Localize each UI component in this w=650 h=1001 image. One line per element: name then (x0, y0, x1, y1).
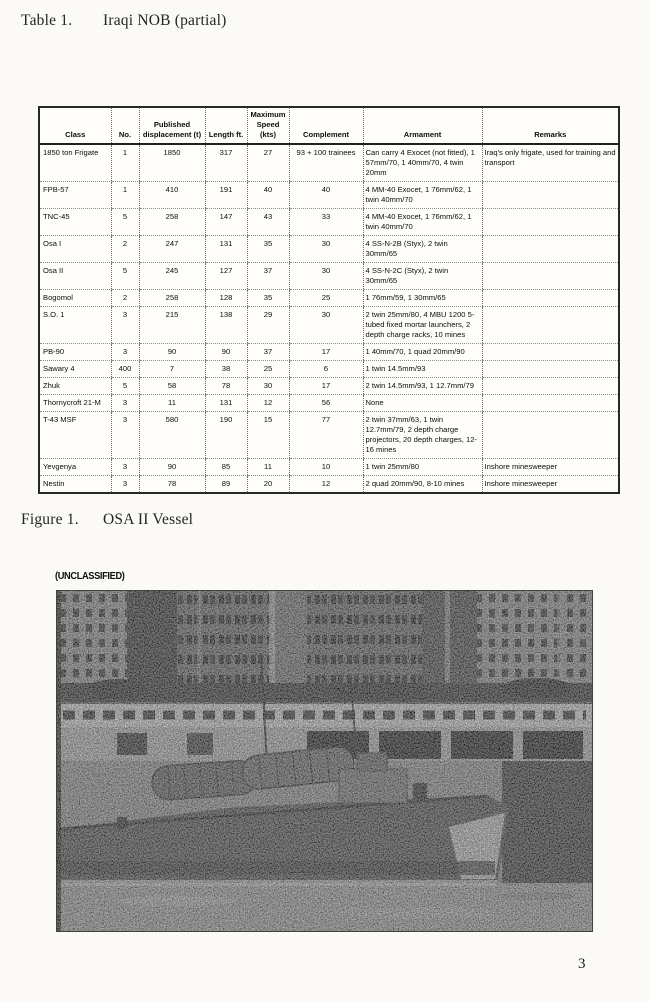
cell-no: 3 (111, 459, 139, 476)
cell-class: Bogomol (39, 290, 111, 307)
cell-armament: 1 76mm/59, 1 30mm/65 (363, 290, 482, 307)
cell-armament: 4 MM-40 Exocet, 1 76mm/62, 1 twin 40mm/70 (363, 182, 482, 209)
cell-armament: Can carry 4 Exocet (not fitted), 1 57mm/70, 1 40mm/70, 4 twin 20mm (363, 144, 482, 182)
cell-length: 128 (205, 290, 247, 307)
cell-displacement: 247 (139, 236, 205, 263)
figure-caption-label: Figure 1. (21, 511, 79, 528)
cell-remarks (482, 361, 619, 378)
cell-armament: 1 twin 14.5mm/93 (363, 361, 482, 378)
cell-complement: 30 (289, 236, 363, 263)
cell-length: 317 (205, 144, 247, 182)
table-caption-label: Table 1. (21, 12, 73, 29)
cell-speed: 37 (247, 263, 289, 290)
cell-length: 38 (205, 361, 247, 378)
column-header: Length ft. (205, 107, 247, 144)
cell-displacement: 7 (139, 361, 205, 378)
cell-displacement: 90 (139, 459, 205, 476)
cell-class: PB-90 (39, 344, 111, 361)
cell-class: Osa II (39, 263, 111, 290)
classification-label: (UNCLASSIFIED) (55, 570, 125, 582)
cell-complement: 93 + 100 trainees (289, 144, 363, 182)
column-header: Maximum Speed (kts) (247, 107, 289, 144)
table-header (39, 107, 619, 144)
cell-armament: 4 MM-40 Exocet, 1 76mm/62, 1 twin 40mm/70 (363, 209, 482, 236)
cell-speed: 15 (247, 412, 289, 459)
cell-no: 2 (111, 290, 139, 307)
cell-armament: 1 twin 25mm/80 (363, 459, 482, 476)
cell-no: 3 (111, 344, 139, 361)
cell-displacement: 215 (139, 307, 205, 344)
table-row (39, 395, 619, 412)
cell-speed: 12 (247, 395, 289, 412)
table-row (39, 236, 619, 263)
cell-class: S.O. 1 (39, 307, 111, 344)
cell-complement: 6 (289, 361, 363, 378)
cell-remarks (482, 395, 619, 412)
cell-length: 89 (205, 476, 247, 494)
cell-no: 3 (111, 412, 139, 459)
table-row (39, 361, 619, 378)
cell-armament: 2 twin 25mm/80, 4 MBU 1200 5-tubed fixed mortar launchers, 2 depth charge racks, 10 mines (363, 307, 482, 344)
table-row (39, 378, 619, 395)
cell-complement: 17 (289, 378, 363, 395)
cell-remarks (482, 344, 619, 361)
cell-armament: 2 quad 20mm/90, 8-10 mines (363, 476, 482, 494)
cell-displacement: 1850 (139, 144, 205, 182)
cell-complement: 40 (289, 182, 363, 209)
cell-remarks (482, 307, 619, 344)
iraqi-nob-table (38, 106, 620, 494)
cell-complement: 77 (289, 412, 363, 459)
cell-no: 400 (111, 361, 139, 378)
cell-speed: 35 (247, 290, 289, 307)
table-row (39, 344, 619, 361)
cell-remarks (482, 378, 619, 395)
cell-armament: 1 40mm/70, 1 quad 20mm/90 (363, 344, 482, 361)
cell-speed: 29 (247, 307, 289, 344)
cell-length: 147 (205, 209, 247, 236)
cell-displacement: 58 (139, 378, 205, 395)
page-number: 3 (578, 956, 586, 972)
cell-speed: 25 (247, 361, 289, 378)
table-row (39, 209, 619, 236)
cell-class: T-43 MSF (39, 412, 111, 459)
cell-complement: 10 (289, 459, 363, 476)
column-header: Class (39, 107, 111, 144)
cell-no: 3 (111, 307, 139, 344)
cell-no: 1 (111, 182, 139, 209)
table-row (39, 182, 619, 209)
cell-complement: 56 (289, 395, 363, 412)
cell-class: Osa I (39, 236, 111, 263)
table-row (39, 459, 619, 476)
table-row (39, 412, 619, 459)
column-header: Complement (289, 107, 363, 144)
cell-complement: 25 (289, 290, 363, 307)
cell-class: FPB-57 (39, 182, 111, 209)
column-header: Armament (363, 107, 482, 144)
cell-speed: 43 (247, 209, 289, 236)
cell-remarks: Inshore minesweeper (482, 476, 619, 494)
cell-length: 127 (205, 263, 247, 290)
cell-remarks (482, 209, 619, 236)
cell-remarks (482, 182, 619, 209)
cell-class: Sawary 4 (39, 361, 111, 378)
table-row (39, 263, 619, 290)
cell-armament: 4 SS-N-2C (Styx), 2 twin 30mm/65 (363, 263, 482, 290)
cell-no: 3 (111, 395, 139, 412)
cell-complement: 12 (289, 476, 363, 494)
cell-complement: 30 (289, 307, 363, 344)
grain-overlay (57, 591, 592, 931)
cell-displacement: 258 (139, 209, 205, 236)
cell-length: 131 (205, 236, 247, 263)
cell-no: 2 (111, 236, 139, 263)
cell-length: 85 (205, 459, 247, 476)
column-header: No. (111, 107, 139, 144)
cell-class: Zhuk (39, 378, 111, 395)
cell-complement: 17 (289, 344, 363, 361)
table-caption-title: Iraqi NOB (partial) (103, 12, 227, 29)
cell-complement: 33 (289, 209, 363, 236)
cell-class: Yevgenya (39, 459, 111, 476)
cell-class: 1850 ton Frigate (39, 144, 111, 182)
table-row (39, 307, 619, 344)
cell-remarks: Inshore minesweeper (482, 459, 619, 476)
cell-speed: 35 (247, 236, 289, 263)
table-row (39, 290, 619, 307)
cell-class: Nestin (43, 479, 65, 489)
cell-displacement: 90 (139, 344, 205, 361)
cell-armament: 2 twin 14.5mm/93, 1 12.7mm/79 (363, 378, 482, 395)
cell-no: 5 (111, 209, 139, 236)
cell-displacement: 78 (139, 476, 205, 494)
cell-speed: 11 (247, 459, 289, 476)
cell-speed: 40 (247, 182, 289, 209)
cell-length: 131 (205, 395, 247, 412)
figure-caption-title: OSA II Vessel (103, 511, 194, 528)
table-body (39, 144, 619, 493)
cell-armament: None (363, 395, 482, 412)
cell-length: 90 (205, 344, 247, 361)
cell-no: 5 (111, 263, 139, 290)
cell-remarks: Iraq's only frigate, used for training and transport (482, 144, 619, 182)
cell-speed: 27 (247, 144, 289, 182)
cell-armament: 2 twin 37mm/63, 1 twin 12.7mm/79, 2 depth charge projectors, 20 depth charges, 12-16 mines (363, 412, 482, 459)
cell-remarks (482, 236, 619, 263)
cell-displacement: 11 (139, 395, 205, 412)
osa-vessel-photo (57, 591, 592, 931)
cell-class: TNC-45 (39, 209, 111, 236)
table-row (39, 144, 619, 182)
cell-length: 190 (205, 412, 247, 459)
cell-armament: 4 SS-N-2B (Styx), 2 twin 30mm/65 (363, 236, 482, 263)
cell-length: 78 (205, 378, 247, 395)
cell-complement: 30 (289, 263, 363, 290)
cell-displacement: 410 (139, 182, 205, 209)
cell-no: 5 (111, 378, 139, 395)
cell-displacement: 580 (139, 412, 205, 459)
cell-remarks (482, 290, 619, 307)
cell-displacement: 258 (139, 290, 205, 307)
header-row (39, 107, 619, 144)
cell-remarks (482, 412, 619, 459)
cell-remarks (482, 263, 619, 290)
cell-speed: 20 (247, 476, 289, 494)
table-row (39, 476, 619, 494)
cell-class: Thornycroft 21-M (39, 395, 111, 412)
cell-displacement: 245 (139, 263, 205, 290)
cell-length: 138 (205, 307, 247, 344)
cell-speed: 30 (247, 378, 289, 395)
cell-no: 3 (111, 476, 139, 494)
osa-vessel-illustration (57, 591, 592, 931)
cell-no: 1 (111, 144, 139, 182)
cell-speed: 37 (247, 344, 289, 361)
column-header: Published displacement (t) (139, 107, 205, 144)
column-header: Remarks (482, 107, 619, 144)
cell-length: 191 (205, 182, 247, 209)
